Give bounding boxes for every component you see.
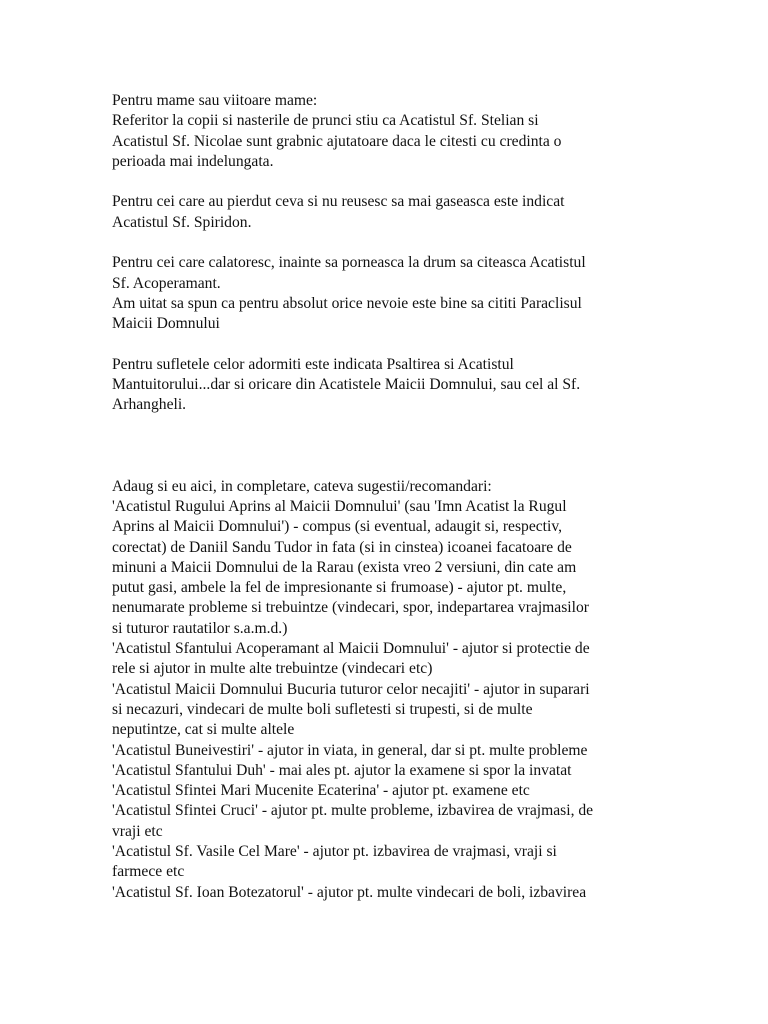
paragraph-spacer xyxy=(112,416,668,477)
text-line: si tuturor rautatilor s.a.m.d.) xyxy=(112,619,288,637)
text-line: 'Acatistul Sfantului Duh' - mai ales pt. ajutor la examene si spor la invatat xyxy=(112,761,572,779)
text-line: Arhangheli. xyxy=(112,396,187,414)
text-line: putut gasi, ambele la fel de impresionante si frumoase) - ajutor pt. multe, xyxy=(112,579,567,597)
text-line: Pentru mame sau viitoare mame: xyxy=(112,92,318,109)
text-line: 'Acatistul Sfintei Mari Mucenite Ecaterina' - ajutor pt. examene etc xyxy=(112,782,530,800)
text-line: 'Acatistul Maicii Domnului Bucuria tuturor celor necajiti' - ajutor in suparari xyxy=(112,680,590,698)
text-line: 'Acatistul Sfintei Cruci' - ajutor pt. multe probleme, izbavirea de vrajmasi, de xyxy=(112,802,594,820)
text-line: Sf. Acoperamant. xyxy=(112,274,221,292)
text-line: Adaug si eu aici, in completare, cateva sugestii/recomandari: xyxy=(112,477,492,495)
paragraph-spacer xyxy=(112,233,668,253)
paragraph-travelers xyxy=(112,253,668,334)
text-line: neputintze, cat si multe altele xyxy=(112,721,295,739)
document-page xyxy=(112,91,668,903)
text-line: Acatistul Sf. Spiridon. xyxy=(112,213,252,231)
text-line: vraji etc xyxy=(112,822,163,840)
text-line: Referitor la copii si nasterile de prunci stiu ca Acatistul Sf. Stelian si xyxy=(112,112,539,130)
text-line: 'Acatistul Rugului Aprins al Maicii Domnului' (sau 'Imn Acatist la Rugul xyxy=(112,497,567,515)
paragraph-spacer xyxy=(112,172,668,192)
text-line: perioada mai indelungata. xyxy=(112,152,274,170)
text-line: Acatistul Sf. Nicolae sunt grabnic ajutatoare daca le citesti cu credinta o xyxy=(112,132,562,150)
text-line: corectat) de Daniil Sandu Tudor in fata (si in cinstea) icoanei facatoare de xyxy=(112,538,572,556)
text-line: Mantuitorului...dar si oricare din Acatistele Maicii Domnului, sau cel al Sf. xyxy=(112,376,581,394)
text-line: Am uitat sa spun ca pentru absolut orice nevoie este bine sa cititi Paraclisul xyxy=(112,294,582,312)
paragraph-recommendations xyxy=(112,477,668,903)
text-line: farmece etc xyxy=(112,863,185,881)
text-line: 'Acatistul Sf. Ioan Botezatorul' - ajutor pt. multe vindecari de boli, izbavirea xyxy=(112,883,587,901)
text-line: Aprins al Maicii Domnului') - compus (si eventual, adaugit si, respectiv, xyxy=(112,518,563,536)
text-line: Pentru cei care calatoresc, inainte sa porneasca la drum sa citeasca Acatistul xyxy=(112,254,586,272)
text-line: 'Acatistul Sfantului Acoperamant al Maicii Domnului' - ajutor si protectie de xyxy=(112,640,590,658)
paragraph-mothers xyxy=(112,91,668,172)
paragraph-lost-items xyxy=(112,192,668,233)
text-line: si necazuri, vindecari de multe boli sufletesti si trupesti, si de multe xyxy=(112,700,533,718)
text-line: Maicii Domnului xyxy=(112,315,220,333)
text-line: nenumarate probleme si trebuintze (vindecari, spor, indepartarea vrajmasilor xyxy=(112,599,589,617)
text-line: Pentru cei care au pierdut ceva si nu reusesc sa mai gaseasca este indicat xyxy=(112,193,565,211)
paragraph-spacer xyxy=(112,335,668,355)
text-line: rele si ajutor in multe alte trebuintze (vindecari etc) xyxy=(112,660,433,678)
paragraph-departed xyxy=(112,355,668,416)
text-line: minuni a Maicii Domnului de la Rarau (exista vreo 2 versiuni, din cate am xyxy=(112,558,577,576)
text-line: Pentru sufletele celor adormiti este indicata Psaltirea si Acatistul xyxy=(112,355,514,373)
text-line: 'Acatistul Sf. Vasile Cel Mare' - ajutor pt. izbavirea de vrajmasi, vraji si xyxy=(112,842,557,860)
text-line: 'Acatistul Buneivestiri' - ajutor in viata, in general, dar si pt. multe probleme xyxy=(112,741,588,759)
